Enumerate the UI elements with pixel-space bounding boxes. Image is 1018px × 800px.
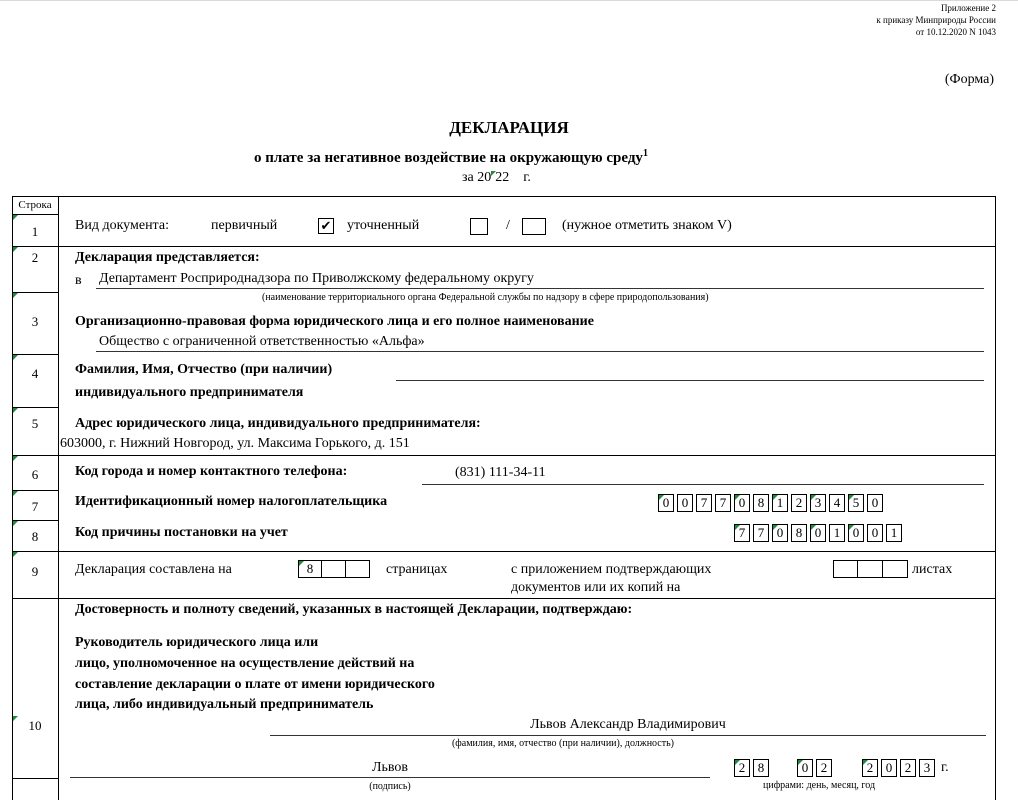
kpp-digit: 1 [829, 524, 845, 542]
row-divider-10 [12, 778, 58, 779]
authority-underline [96, 288, 984, 289]
kpp-digit: 7 [734, 524, 750, 542]
signer-name-caption: (фамилия, имя, отчество (при наличии), должность) [451, 738, 675, 749]
kpp-digit: 0 [867, 524, 883, 542]
submitted-to-label: Декларация представляется: [75, 250, 260, 265]
signer-role-line-3: составление декларации о плате от имени юридического [75, 677, 435, 692]
edit-marker-icon [13, 491, 18, 496]
row-9-number: 9 [31, 564, 39, 579]
org-form-label: Организационно-правовая форма юридического лица и его полное наименование [75, 314, 594, 329]
pages-word: страницах [386, 562, 448, 577]
table-left-border [12, 196, 13, 800]
annex-line-2: к приказу Минприроды России [876, 15, 996, 25]
year-value-field [491, 170, 509, 186]
signature-underline [70, 777, 710, 778]
confirmation-text: Достоверность и полноту сведений, указанных в настоящей Декларации, подтверждаю: [75, 602, 633, 617]
row-4-number: 4 [31, 366, 39, 381]
row-divider-8 [12, 551, 996, 552]
checkmark-icon: ✔ [320, 218, 332, 233]
row-10-number: 10 [28, 718, 42, 733]
edit-marker-icon [491, 171, 496, 176]
row-7-number: 7 [31, 499, 39, 514]
kpp-digits[interactable] [734, 524, 905, 542]
inn-digit: 5 [848, 494, 864, 512]
row-2-number: 2 [31, 250, 39, 265]
sheets-digit [883, 560, 908, 578]
date-year[interactable] [862, 759, 938, 777]
sheets-count[interactable] [833, 560, 908, 578]
row-5-number: 5 [31, 416, 39, 431]
day-digit: 8 [753, 759, 769, 777]
inn-digit: 0 [867, 494, 883, 512]
year-digit: 3 [919, 759, 935, 777]
kpp-digit: 0 [772, 524, 788, 542]
signature-caption: (подпись) [369, 781, 411, 792]
address-label: Адрес юридического лица, индивидуального предпринимателя: [75, 416, 481, 431]
submitted-to-prefix: в [75, 273, 82, 288]
month-digit: 0 [797, 759, 813, 777]
month-digit: 2 [816, 759, 832, 777]
document-title: ДЕКЛАРАЦИЯ [449, 118, 569, 137]
year-suffix: г. [523, 170, 531, 185]
annex-line-1: Приложение 2 [940, 3, 996, 13]
inn-digit: 0 [677, 494, 693, 512]
annex-line-3: от 10.12.2020 N 1043 [915, 27, 996, 37]
subtitle-text: о плате за негативное воздействие на окружающую среду [254, 150, 643, 166]
authority-caption: (наименование территориального органа Федеральной службы по надзору в сфере природопользования) [262, 292, 709, 303]
inn-label: Идентификационный номер налогоплательщика [75, 494, 388, 509]
address-field[interactable]: 603000, г. Нижний Новгород, ул. Максима Горького, д. 151 [60, 436, 410, 451]
kpp-digit: 0 [810, 524, 826, 542]
top-border [0, 0, 1018, 1]
pages-digit [346, 560, 370, 578]
row-number-column-border [58, 196, 59, 800]
corrected-checkbox[interactable] [470, 218, 488, 235]
row-1-number: 1 [31, 224, 39, 239]
year-digit: 0 [881, 759, 897, 777]
correction-number-box[interactable] [522, 218, 546, 235]
entrepreneur-name-field[interactable] [396, 380, 984, 381]
attachments-label-2: документов или их копий на [511, 580, 681, 595]
pages-count[interactable] [298, 560, 370, 578]
edit-marker-icon [13, 521, 18, 526]
edit-marker-icon [13, 552, 18, 557]
row-divider-1 [12, 246, 996, 247]
kpp-digit: 8 [791, 524, 807, 542]
attachments-label-1: с приложением подтверждающих [511, 562, 712, 577]
inn-digit: 3 [810, 494, 826, 512]
document-subtitle [254, 148, 648, 167]
date-caption: цифрами: день, месяц, год [763, 780, 876, 791]
slash-separator: / [506, 218, 510, 233]
footnote-ref: 1 [642, 148, 648, 159]
pages-digit: 8 [298, 560, 322, 578]
edit-marker-icon [13, 355, 18, 360]
edit-marker-icon [13, 215, 18, 220]
inn-digit: 0 [658, 494, 674, 512]
signer-role-line-1: Руководитель юридического лица или [75, 635, 319, 650]
row-divider-7 [12, 520, 58, 521]
year-digit: 2 [900, 759, 916, 777]
kpp-digit: 0 [848, 524, 864, 542]
year-line [462, 170, 531, 186]
year-value: 22 [495, 170, 510, 185]
table-top-border [12, 196, 996, 197]
date-day[interactable] [734, 759, 772, 777]
signer-role-line-4: лица, либо индивидуальный предприниматель [75, 697, 374, 712]
mark-hint: (нужное отметить знаком V) [562, 218, 732, 233]
doc-type-label: Вид документа: [75, 218, 169, 233]
row-8-number: 8 [31, 529, 39, 544]
kpp-label: Код причины постановки на учет [75, 525, 288, 540]
kpp-digit: 1 [886, 524, 902, 542]
day-digit: 2 [734, 759, 750, 777]
inn-digit: 2 [791, 494, 807, 512]
primary-label: первичный [211, 218, 278, 233]
annex-header [876, 2, 996, 38]
inn-digit: 7 [715, 494, 731, 512]
pages-digit [322, 560, 346, 578]
row-divider-4 [12, 407, 58, 408]
sheets-word: листах [912, 562, 953, 577]
phone-label: Код города и номер контактного телефона: [75, 464, 348, 479]
edit-marker-icon [13, 293, 18, 298]
inn-digit: 0 [734, 494, 750, 512]
sheets-digit [833, 560, 858, 578]
inn-digit: 7 [696, 494, 712, 512]
header-divider [12, 214, 58, 215]
inn-digits[interactable] [658, 494, 886, 512]
signer-name-underline [270, 735, 986, 736]
signer-name-field[interactable]: Львов Александр Владимирович [530, 717, 726, 732]
authority-name-field[interactable]: Департамент Росприроднадзора по Приволжскому федеральному округу [99, 271, 534, 286]
phone-underline [422, 484, 984, 485]
org-name-underline [96, 351, 984, 352]
row-6-number: 6 [31, 467, 39, 482]
inn-digit: 4 [829, 494, 845, 512]
entrepreneur-name-label-2: индивидуального предпринимателя [75, 385, 304, 400]
date-month[interactable] [797, 759, 835, 777]
row-divider-6 [12, 490, 58, 491]
row-3-number: 3 [31, 314, 39, 329]
row-number-header: Строка [18, 199, 52, 211]
year-prefix: за 20 [462, 170, 492, 185]
primary-checkbox[interactable] [318, 218, 334, 234]
row-divider-3 [12, 354, 58, 355]
pages-label: Декларация составлена на [75, 562, 232, 577]
corrected-label: уточненный [347, 218, 420, 233]
table-right-border [995, 196, 996, 800]
kpp-digit: 7 [753, 524, 769, 542]
signature-field[interactable]: Львов [371, 760, 408, 775]
row-divider-5 [12, 455, 996, 456]
row-divider-9 [12, 598, 996, 599]
entrepreneur-name-label-1: Фамилия, Имя, Отчество (при наличии) [75, 362, 333, 377]
inn-digit: 1 [772, 494, 788, 512]
edit-marker-icon [13, 456, 18, 461]
form-label: (Форма) [944, 72, 994, 87]
edit-marker-icon [13, 408, 18, 413]
date-year-suffix: г. [941, 760, 949, 775]
year-digit: 2 [862, 759, 878, 777]
phone-field[interactable]: (831) 111-34-11 [455, 465, 546, 480]
row-divider-2 [12, 292, 58, 293]
sheets-digit [858, 560, 883, 578]
org-name-field[interactable]: Общество с ограниченной ответственностью «Альфа» [99, 334, 425, 349]
signer-role-line-2: лицо, уполномоченное на осуществление действий на [75, 656, 415, 671]
inn-digit: 8 [753, 494, 769, 512]
